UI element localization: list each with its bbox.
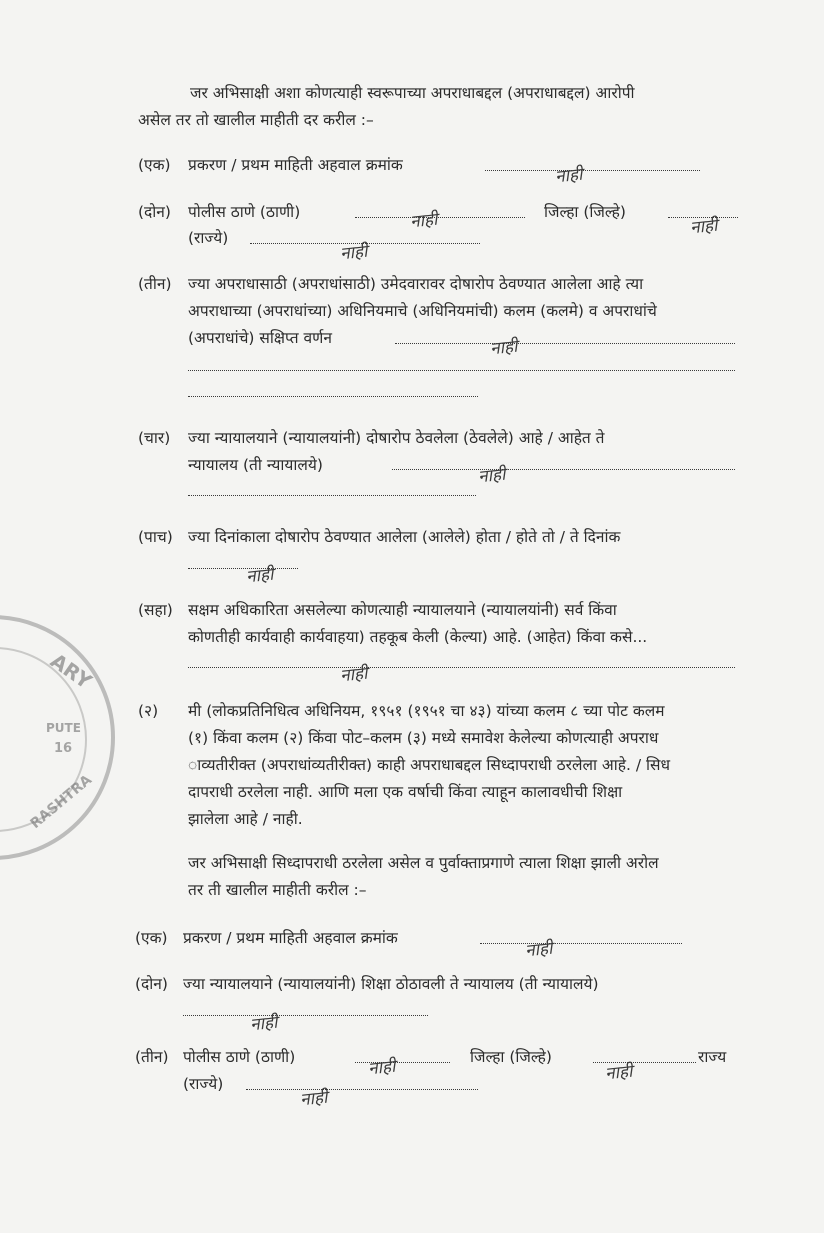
s1-item5-blank — [188, 568, 298, 569]
s1-item5-label: ज्या दिनांकाला दोषारोप ठेवण्यात आलेला (आलेले) होता / होते तो / ते दिनांक — [188, 528, 621, 546]
s1-item3-line-1: ज्या अपराधासाठी (अपराधांसाठी) उमेदवारावर दोषारोप ठेवण्यात आलेला आहे त्या — [188, 275, 644, 293]
s1-item2-number: (दोन) — [138, 203, 171, 221]
s2-item1-answer: नाही — [524, 938, 554, 962]
s1-item4-number: (चार) — [138, 429, 171, 447]
part2-line-3: ाव्यतीरीक्त (अपराधांव्यतीरीक्त) काही अपराधाबद्दल सिध्दापराधी ठरलेला आहे. / सिध — [188, 756, 671, 774]
s2-item1-blank — [480, 943, 682, 944]
part2-line-4: दापराधी ठरलेला नाही. आणि मला एक वर्षाची किंवा त्याहून कालावधीची शिक्षा — [188, 783, 623, 801]
s1-item4-blank-1 — [392, 469, 735, 470]
s1-item3-answer: नाही — [489, 336, 519, 360]
s1-item5-answer: नाही — [245, 564, 275, 588]
s2-item1-label: प्रकरण / प्रथम माहिती अहवाल क्रमांक — [183, 929, 398, 947]
s1-item3-number: (तीन) — [138, 275, 172, 293]
s2-item3-number: (तीन) — [135, 1048, 169, 1066]
s1-item2-police-answer: नाही — [409, 209, 439, 233]
stamp-text-16: 16 — [54, 741, 73, 756]
s1-item6-blank — [188, 667, 735, 668]
s2-item3-state-suffix: राज्य — [698, 1048, 727, 1066]
part2-para-line-1: जर अभिसाक्षी सिध्दापराधी ठरलेला असेल व पुर्वाक्ताप्रगाणे त्याला शिक्षा झाली अरोल — [188, 854, 659, 872]
s1-item4-line-1: ज्या न्यायालयाने (न्यायालयांनी) दोषारोप ठेवलेला (ठेवलेले) आहे / आहेत ते — [188, 429, 605, 447]
official-stamp — [0, 615, 115, 860]
s2-item2-label: ज्या न्यायालयाने (न्यायालयांनी) शिक्षा ठोठावली ते न्यायालय (ती न्यायालये) — [183, 975, 599, 993]
stamp-text-ary: ARY — [46, 648, 97, 694]
s1-item2-police-blank — [355, 217, 525, 218]
s2-item3-state-blank — [246, 1089, 478, 1090]
s1-item2-state-label: (राज्ये) — [188, 229, 229, 247]
s1-item3-line-3: (अपराधांचे) सक्षिप्त वर्णन — [188, 329, 332, 347]
s1-item2-label: पोलीस ठाणे (ठाणी) — [188, 203, 301, 221]
s2-item3-state-answer: नाही — [299, 1087, 329, 1111]
s1-item6-answer: नाही — [339, 663, 369, 687]
part2-line-5: झालेला आहे / नाही. — [188, 810, 303, 828]
part2-line-2: (१) किंवा कलम (२) किंवा पोट–कलम (३) मध्ये समावेश केलेल्या कोणत्याही अपराध — [188, 729, 659, 747]
s1-item6-number: (सहा) — [138, 601, 173, 619]
part2-line-1: मी (लोकप्रतिनिधित्व अधिनियम, १९५१ (१९५१ चा ४३) यांच्या कलम ८ च्या पोट कलम — [188, 702, 665, 720]
s1-item4-answer: नाही — [477, 464, 507, 488]
stamp-text-pute: PUTE — [46, 721, 81, 735]
s1-item1-answer: नाही — [554, 164, 584, 188]
intro-line-2: असेल तर तो खालील माहीती दर करील :– — [138, 111, 374, 129]
s1-item3-blank-1 — [395, 343, 735, 344]
s1-item3-line-2: अपराधाच्या (अपराधांच्या) अधिनियमाचे (अधिनियमांची) कलम (कलमे) व अपराधांचे — [188, 302, 657, 320]
s1-item4-line-2: न्यायालय (ती न्यायालये) — [188, 456, 323, 474]
s1-item4-blank-2 — [188, 495, 476, 496]
s2-item3-label: पोलीस ठाणे (ठाणी) — [183, 1048, 296, 1066]
s1-item2-state-answer: नाही — [339, 241, 369, 265]
stamp-text-rashtra: RASHTRA — [27, 771, 96, 833]
intro-line-1: जर अभिसाक्षी अशा कोणत्याही स्वरूपाच्या अपराधाबद्दल (अपराधाबद्दल) आरोपी — [190, 84, 635, 102]
s1-item3-blank-2 — [188, 370, 735, 371]
part2-para-line-2: तर ती खालील माहीती करील :– — [188, 881, 367, 899]
s1-item2-district-answer: नाही — [689, 215, 719, 239]
s2-item3-state-label: (राज्ये) — [183, 1075, 224, 1093]
s1-item6-line-2: कोणतीही कार्यवाही कार्यवाहया) तहकूब केली (केल्या) आहे. (आहेत) किंवा कसे... — [188, 628, 648, 646]
part2-number: (२) — [138, 702, 159, 720]
s2-item2-answer: नाही — [249, 1012, 279, 1036]
s2-item3-district-label: जिल्हा (जिल्हे) — [470, 1048, 552, 1066]
s2-item3-police-answer: नाही — [367, 1056, 397, 1080]
s1-item6-line-1: सक्षम अधिकारिता असलेल्या कोणत्याही न्यायालयाने (न्यायालयांनी) सर्व किंवा — [188, 601, 617, 619]
s1-item1-blank — [485, 170, 700, 171]
s1-item3-blank-3 — [188, 396, 478, 397]
s1-item1-number: (एक) — [138, 156, 171, 174]
s2-item2-blank — [183, 1015, 428, 1016]
s1-item2-district-label: जिल्हा (जिल्हे) — [544, 203, 626, 221]
s2-item2-number: (दोन) — [135, 975, 168, 993]
s1-item5-number: (पाच) — [138, 528, 173, 546]
s1-item1-label: प्रकरण / प्रथम माहिती अहवाल क्रमांक — [188, 156, 403, 174]
s2-item1-number: (एक) — [135, 929, 168, 947]
s2-item3-district-answer: नाही — [604, 1061, 634, 1085]
